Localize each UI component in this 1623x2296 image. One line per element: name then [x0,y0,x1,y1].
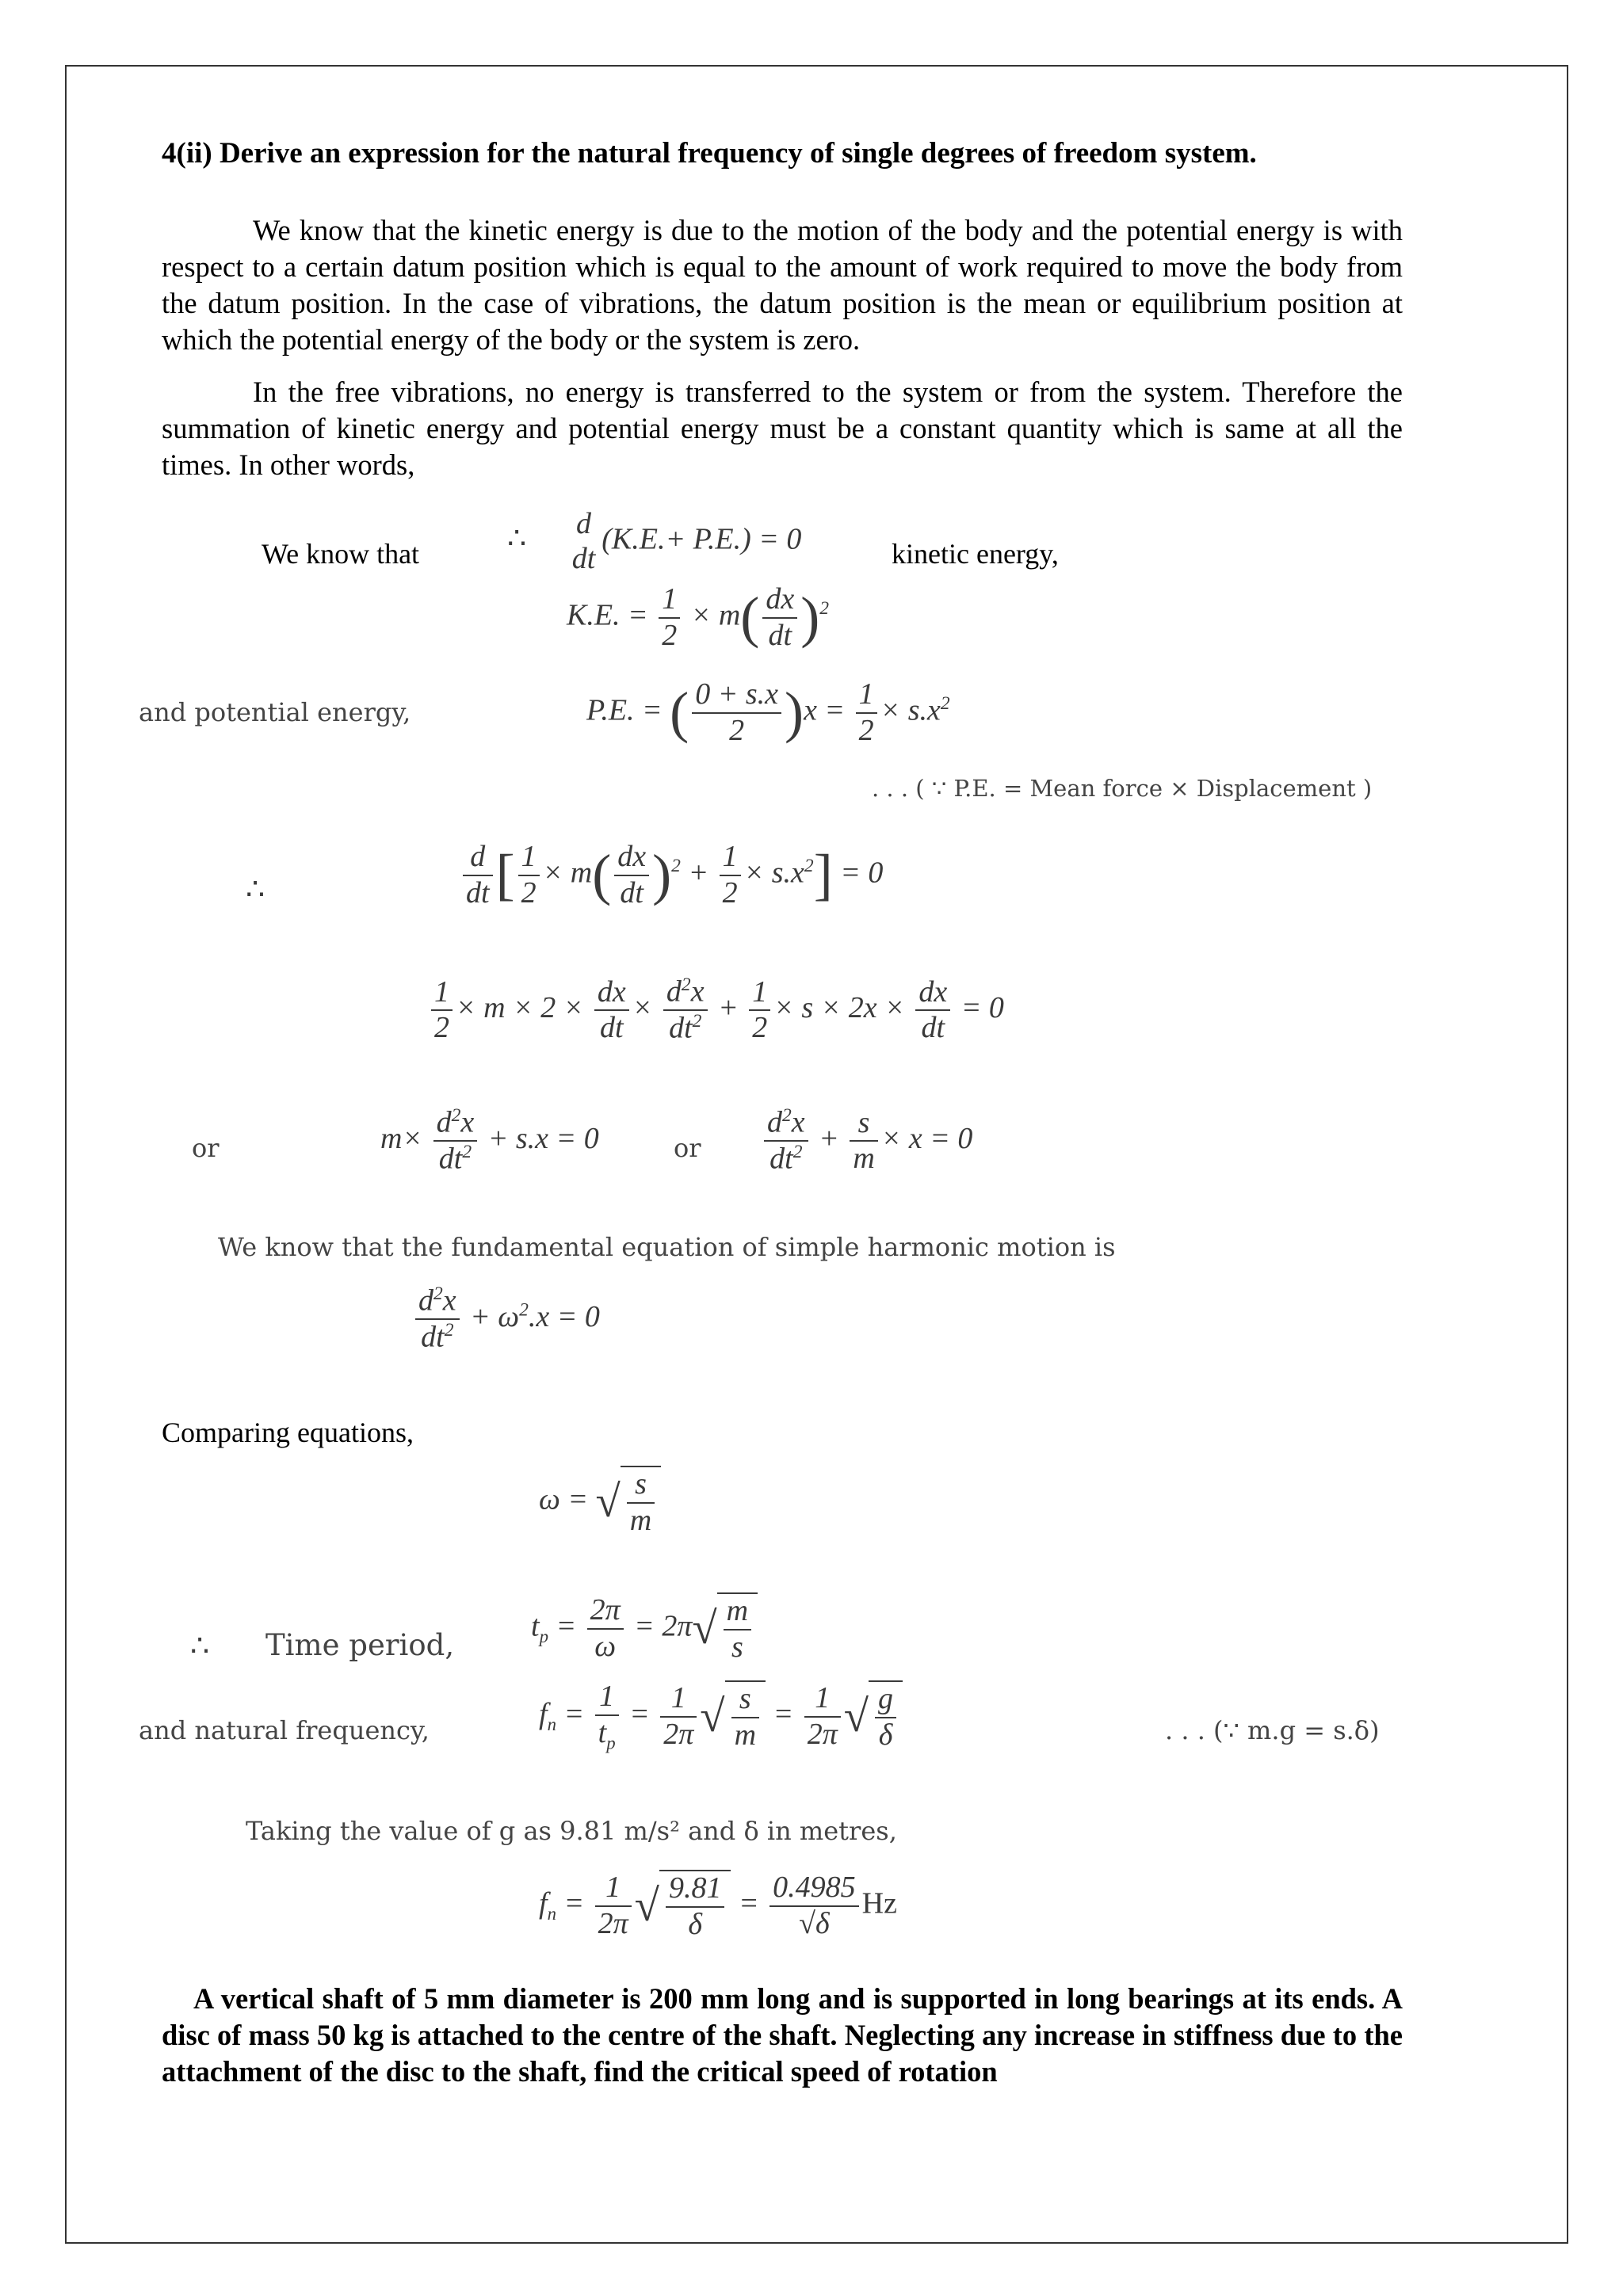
or-label-1: or [192,1133,220,1163]
equation-potential-energy: P.E. = ( $\frac{0 + s.x}{2}$ )x = $\frac{1}{2}$ × $s.x^2$ [586,677,950,747]
equation-time-period: $t_p$ = $\frac{2\pi}{\omega}$ = 2π√ $\frac{m}{s}$ [531,1592,758,1665]
problem-statement: A vertical shaft of 5 mm diameter is 200 mm long and is supported in long bearings at its ends. A disc of mass 50 kg is attached to the centre of the shaft. Neglecting any increase in stiffness due to the attachment of the disc to the shaft, find the critical speed of rotation [162,1982,1403,2088]
note-mean-force: . . . ( ∵ P.E. = Mean force × Displacement ) [872,775,1373,802]
paragraph-energy: We know that the kinetic energy is due to the motion of the body and the potential energy is with respect to a certain datum position which is equal to the amount of work required to move the body from the datum position. In the case of vibrations, the datum position is the mean or equilibrium position at which the potential energy of the body or the system is zero. [162,214,1403,356]
equation-derivative-total: $\frac{d}{dt}$ [ $\frac{1}{2}$ × m( $\frac{dx}{dt}$ )$^2$ + $\frac{1}{2}$ × $s.x^2] = 0$ [460,840,883,910]
potential-energy-label: and potential energy, [139,697,411,727]
result-constant: 0.4985 [769,1871,859,1907]
note-mg: . . . (∵ m.g = s.δ) [1165,1715,1380,1745]
time-period-label: Time period, [265,1628,455,1662]
equation-shm: $\frac{d^2x}{dt^2}$ + $\omega^2.x = 0$ [412,1283,600,1356]
paragraph-free-vibrations: In the free vibrations, no energy is transferred to the system or from the system. Therefore the summation of kinetic energy and potential energy must be a constant quantity which is same at all the times. In other words, [162,376,1403,481]
equation-expanded: $\frac{1}{2}$ × m × 2 × $\frac{dx}{dt}$ × $\frac{d^2x}{dt^2}$ + $\frac{1}{2}$ × s × 2x × $\frac{dx}{dt}$ = 0 [428,974,1004,1047]
or-label-2: or [674,1133,701,1163]
equation-omega: ω = √ $\frac{s}{m}$ [539,1466,661,1538]
natural-frequency-label: and natural frequency, [139,1715,430,1745]
equation-motion-1: m× $\frac{d^2x}{dt^2}$ + s.x = 0 [380,1105,599,1176]
shm-intro: We know that the fundamental equation of simple harmonic motion is [218,1232,1116,1262]
therefore-symbol-1: ∴ [246,873,265,906]
equation-energy-conservation: ∴ d dt (K.E.+ P.E.) = 0 [507,507,802,575]
taking-value-line: Taking the value of g as 9.81 m/s² and δ in metres, [246,1816,897,1846]
we-know-that: We know that [262,538,420,570]
result-unit: Hz [861,1886,897,1920]
equation-kinetic-energy: K.E. = $\frac{1}{2}$ × m( $\frac{dx}{dt}$ )$^2$ [567,582,830,652]
therefore-symbol-2: ∴ [190,1630,210,1663]
equation-natural-frequency: $f_n$ = $\frac{1}{t_p}$ = $\frac{1}{2\pi}$ √ $\frac{s}{m}$ = $\frac{1}{2\pi}$ √ $\frac{g}{\delta}$ [539,1680,903,1753]
equation-motion-2: $\frac{d^2x}{dt^2}$ + $\frac{s}{m}$ × x = 0 [761,1105,972,1177]
comparing-equations: Comparing equations, [162,1417,414,1448]
kinetic-energy-label: kinetic energy, [892,538,1059,570]
question-heading: 4(ii) Derive an expression for the natural frequency of single degrees of freedom system. [162,137,1257,170]
equation-result: $f_n$ = $\frac{1}{2\pi}$ √ $\frac{9.81}{\delta}$ = $\frac{0.4985}{√\delta}$ Hz [539,1871,897,1941]
